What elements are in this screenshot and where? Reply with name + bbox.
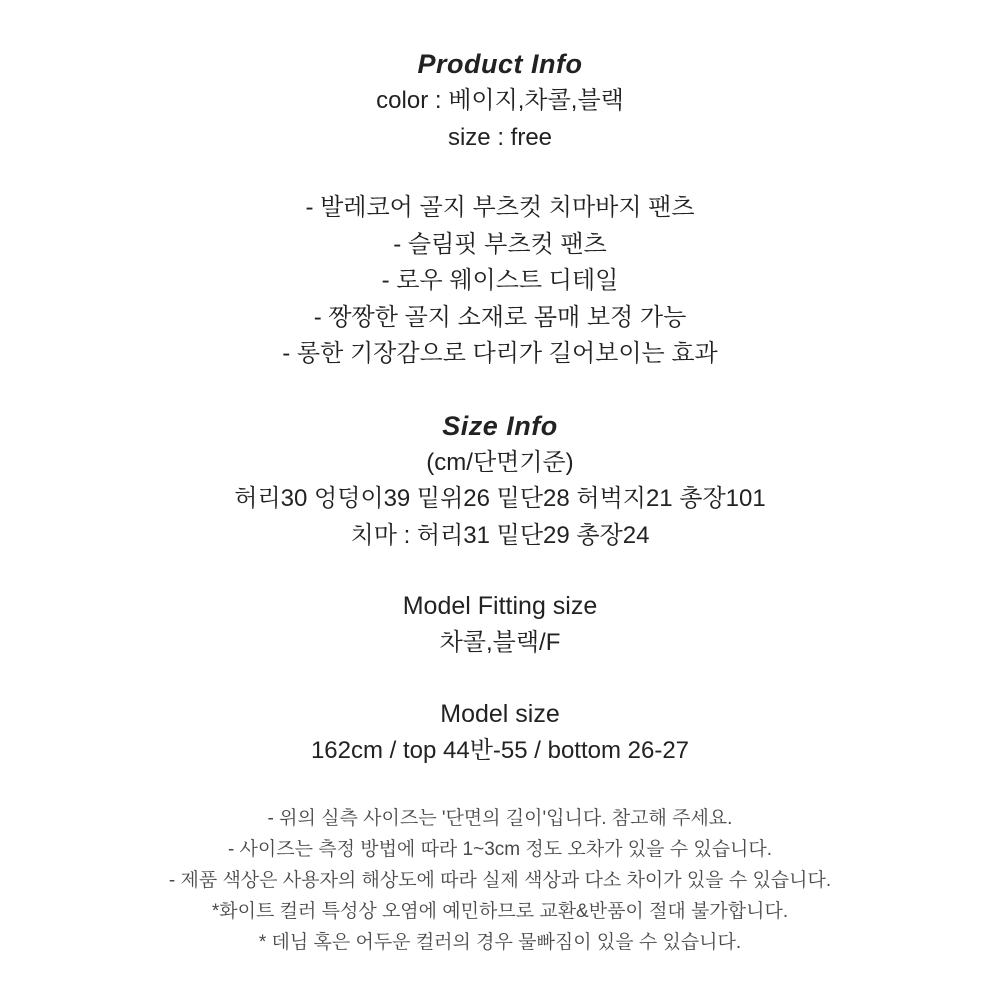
feature-item: - 짱짱한 골지 소재로 몸매 보정 가능	[313, 303, 687, 331]
note-item: - 제품 색상은 사용자의 해상도에 따라 실제 색상과 다소 차이가 있을 수 있습니다.	[168, 870, 832, 891]
feature-item: - 롱한 기장감으로 다리가 길어보이는 효과	[282, 340, 718, 367]
feature-item: - 슬림핏 부츠컷 팬츠	[393, 230, 607, 258]
model-size-section	[0, 696, 1000, 770]
model-size-value: 162cm / top 44반-55 / bottom 26-27	[310, 736, 690, 764]
note-item: - 사이즈는 측정 방법에 따라 1~3cm 정도 오차가 있을 수 있습니다.	[227, 839, 773, 860]
model-fitting-value: 차콜,블랙/F	[439, 629, 561, 656]
size-unit-line: (cm/단면기준)	[426, 448, 574, 476]
note-item: - 위의 실측 사이즈는 '단면의 길이'입니다. 참고해 주세요.	[267, 808, 733, 829]
measurement-line: 치마 : 허리31 밑단29 총장24	[350, 521, 650, 549]
measurement-line: 허리30 엉덩이39 밑위26 밑단28 허벅지21 총장101	[234, 485, 766, 512]
product-size-line: size : free	[447, 123, 553, 151]
note-item: * 데님 혹은 어두운 컬러의 경우 물빠짐이 있을 수 있습니다.	[258, 932, 742, 953]
model-fitting-title: Model Fitting size	[402, 592, 598, 620]
model-fitting-section	[0, 588, 1000, 662]
product-color-line: color : 베이지,차콜,블랙	[376, 87, 624, 114]
feature-item: - 로우 웨이스트 디테일	[381, 267, 619, 294]
size-info-title: Size Info	[442, 410, 558, 441]
notes-section	[0, 803, 1000, 958]
product-info-section	[0, 45, 1000, 156]
model-size-title: Model size	[440, 699, 560, 728]
note-item: *화이트 컬러 특성상 오염에 예민하므로 교환&반품이 절대 불가합니다.	[211, 901, 789, 922]
product-info-title: Product Info	[417, 49, 583, 79]
feature-item: - 발레코어 골지 부츠컷 치마바지 팬츠	[305, 194, 695, 221]
size-info-section	[0, 407, 1000, 555]
feature-list	[0, 190, 1000, 373]
